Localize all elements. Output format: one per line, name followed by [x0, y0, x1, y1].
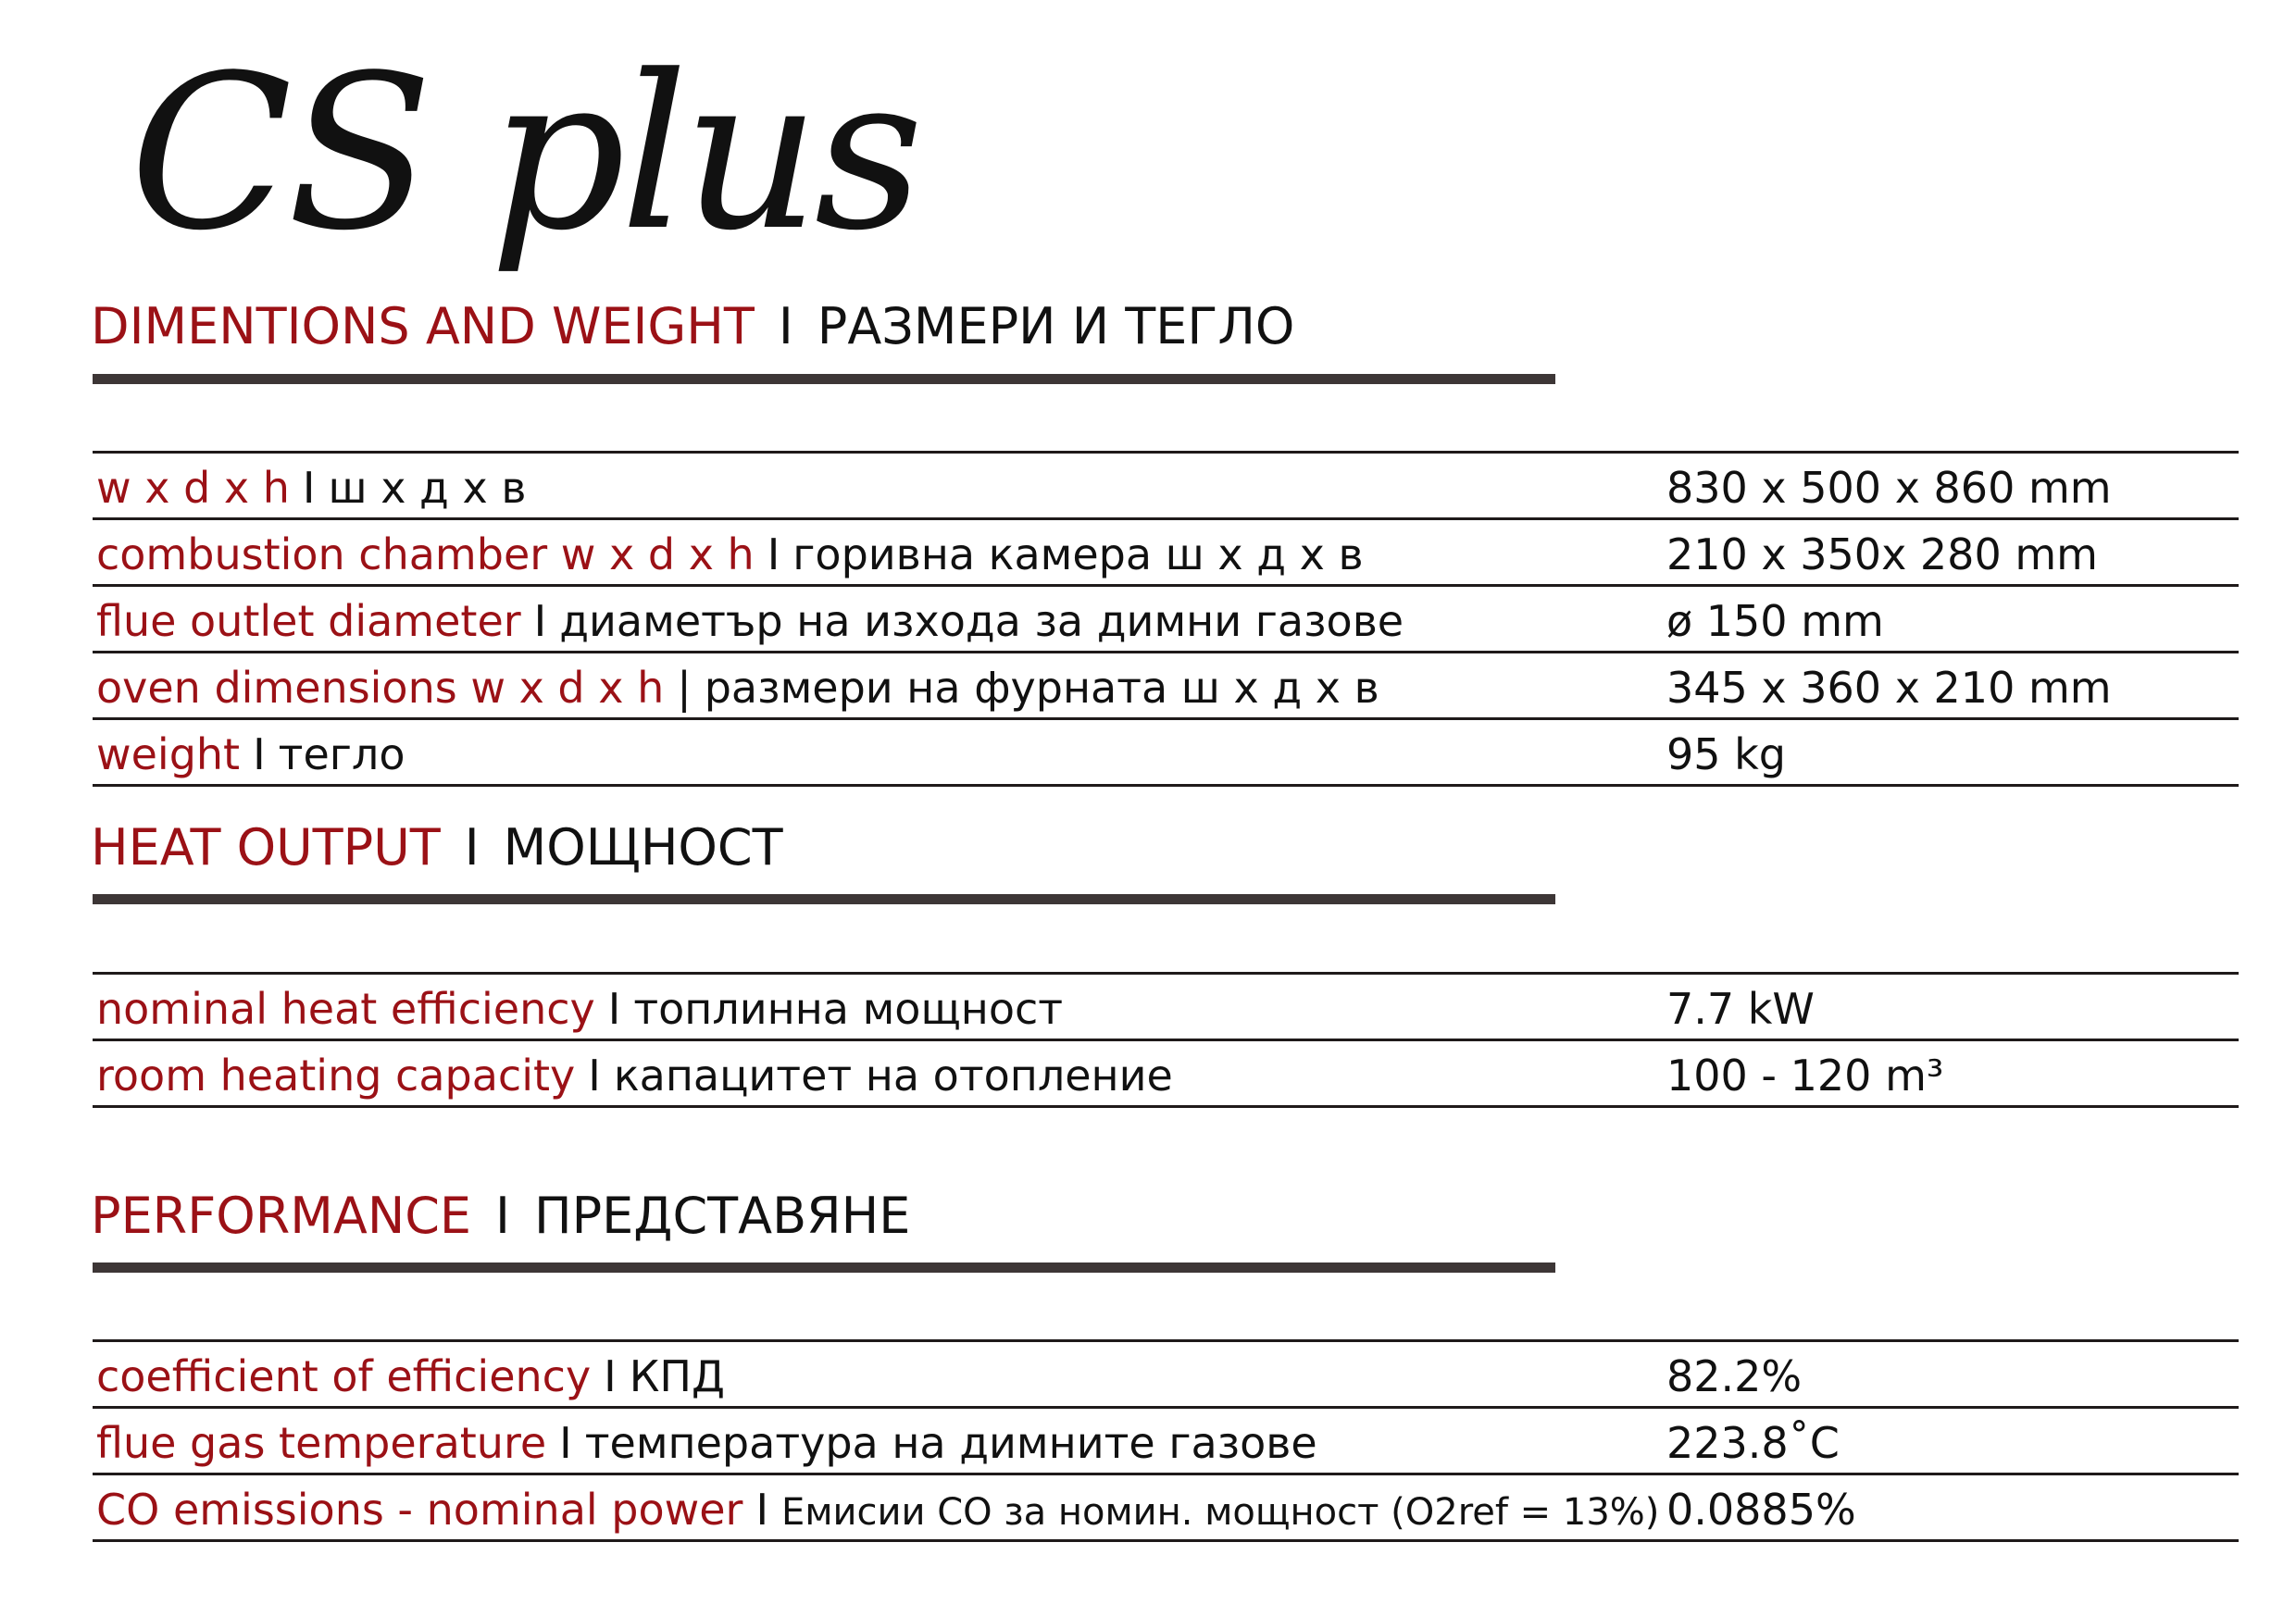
row-label-bg: Емисии CO за номин. мощност (O2ref = 13%) [781, 1491, 1660, 1534]
section-title-heat-output [91, 818, 783, 877]
section-title-bg: МОЩНОСТ [503, 818, 783, 877]
row-label-bg: температура на димните газове [584, 1418, 1317, 1468]
row-label-separator: I [755, 1485, 769, 1535]
row-label-en: w x d x h [96, 463, 290, 513]
row-label-en: coefficient of efficiency [96, 1351, 592, 1401]
row-label [96, 984, 1063, 1034]
table-row [93, 1342, 2239, 1409]
section-title-separator: I [495, 1187, 510, 1245]
heat-output-table [93, 972, 2239, 1108]
row-value: 223.8˚C [1666, 1418, 1840, 1468]
row-label [96, 529, 1364, 579]
row-label-bg: КПД [629, 1351, 725, 1401]
row-label-separator: I [588, 1051, 601, 1101]
section-title-en: DIMENTIONS AND WEIGHT [91, 297, 755, 355]
row-label-separator: I [767, 529, 780, 579]
row-value: 830 x 500 x 860 mm [1666, 463, 2112, 513]
table-row [93, 454, 2239, 520]
dimensions-table [93, 451, 2239, 787]
row-label-separator: I [607, 984, 621, 1034]
row-label [96, 1418, 1317, 1468]
logo: CS plus [130, 31, 918, 278]
row-label-en: CO emissions - nominal power [96, 1485, 743, 1535]
section-title-performance [91, 1187, 911, 1245]
table-row [93, 1475, 2239, 1542]
row-label [96, 596, 1404, 646]
row-label-en: oven dimensions w x d x h [96, 663, 665, 713]
table-row [93, 653, 2239, 720]
section-title-en: HEAT OUTPUT [91, 818, 441, 877]
row-value: 7.7 kW [1666, 984, 1815, 1034]
row-label-en: weight [96, 729, 241, 779]
row-label-bg: тегло [278, 729, 406, 779]
row-label-en: flue gas temperature [96, 1418, 547, 1468]
row-value: 345 x 360 x 210 mm [1666, 663, 2112, 713]
row-label-bg: капацитет на отопление [613, 1051, 1173, 1101]
performance-table [93, 1339, 2239, 1542]
row-label [96, 1485, 1659, 1535]
section-title-dimensions [91, 297, 1295, 355]
row-label [96, 463, 526, 513]
row-label-bg: размери на фурната ш х д х в [704, 663, 1379, 713]
section-title-bg: РАЗМЕРИ И ТЕГЛО [817, 297, 1295, 355]
row-label-separator: | [677, 663, 692, 713]
row-label-separator: I [302, 463, 316, 513]
row-label-bg: диаметър на изхода за димни газове [559, 596, 1404, 646]
row-label [96, 1051, 1173, 1101]
section-divider-bar [93, 374, 1555, 384]
row-value: 0.0885% [1666, 1485, 1856, 1535]
row-label-separator: I [253, 729, 266, 779]
section-title-en: PERFORMANCE [91, 1187, 472, 1245]
row-label-en: nominal heat efficiency [96, 984, 595, 1034]
table-row [93, 720, 2239, 787]
row-label [96, 663, 1379, 713]
section-divider-bar [93, 1263, 1555, 1273]
table-row [93, 587, 2239, 653]
row-label [96, 1351, 725, 1401]
row-label-en: room heating capacity [96, 1051, 576, 1101]
row-label-en: flue outlet diameter [96, 596, 521, 646]
section-divider-bar [93, 894, 1555, 904]
row-label-separator: I [533, 596, 547, 646]
row-label [96, 729, 405, 779]
row-label-separator: I [604, 1351, 617, 1401]
row-label-bg: горивна камера ш х д х в [792, 529, 1364, 579]
row-value: 95 kg [1666, 729, 1786, 779]
table-row [93, 975, 2239, 1041]
row-label-separator: I [559, 1418, 572, 1468]
row-value: 210 x 350x 280 mm [1666, 529, 2098, 579]
section-title-bg: ПРЕДСТАВЯНЕ [533, 1187, 911, 1245]
section-title-separator: I [778, 297, 793, 355]
table-row [93, 520, 2239, 587]
row-label-bg: ш х д х в [328, 463, 527, 513]
section-title-separator: I [464, 818, 480, 877]
row-value: 82.2% [1666, 1351, 1803, 1401]
table-row [93, 1409, 2239, 1475]
row-label-en: combustion chamber w x d x h [96, 529, 755, 579]
table-row [93, 1041, 2239, 1108]
row-label-bg: топлинна мощност [633, 984, 1064, 1034]
row-value: 100 - 120 m³ [1666, 1051, 1944, 1101]
row-value: ø 150 mm [1666, 596, 1884, 646]
